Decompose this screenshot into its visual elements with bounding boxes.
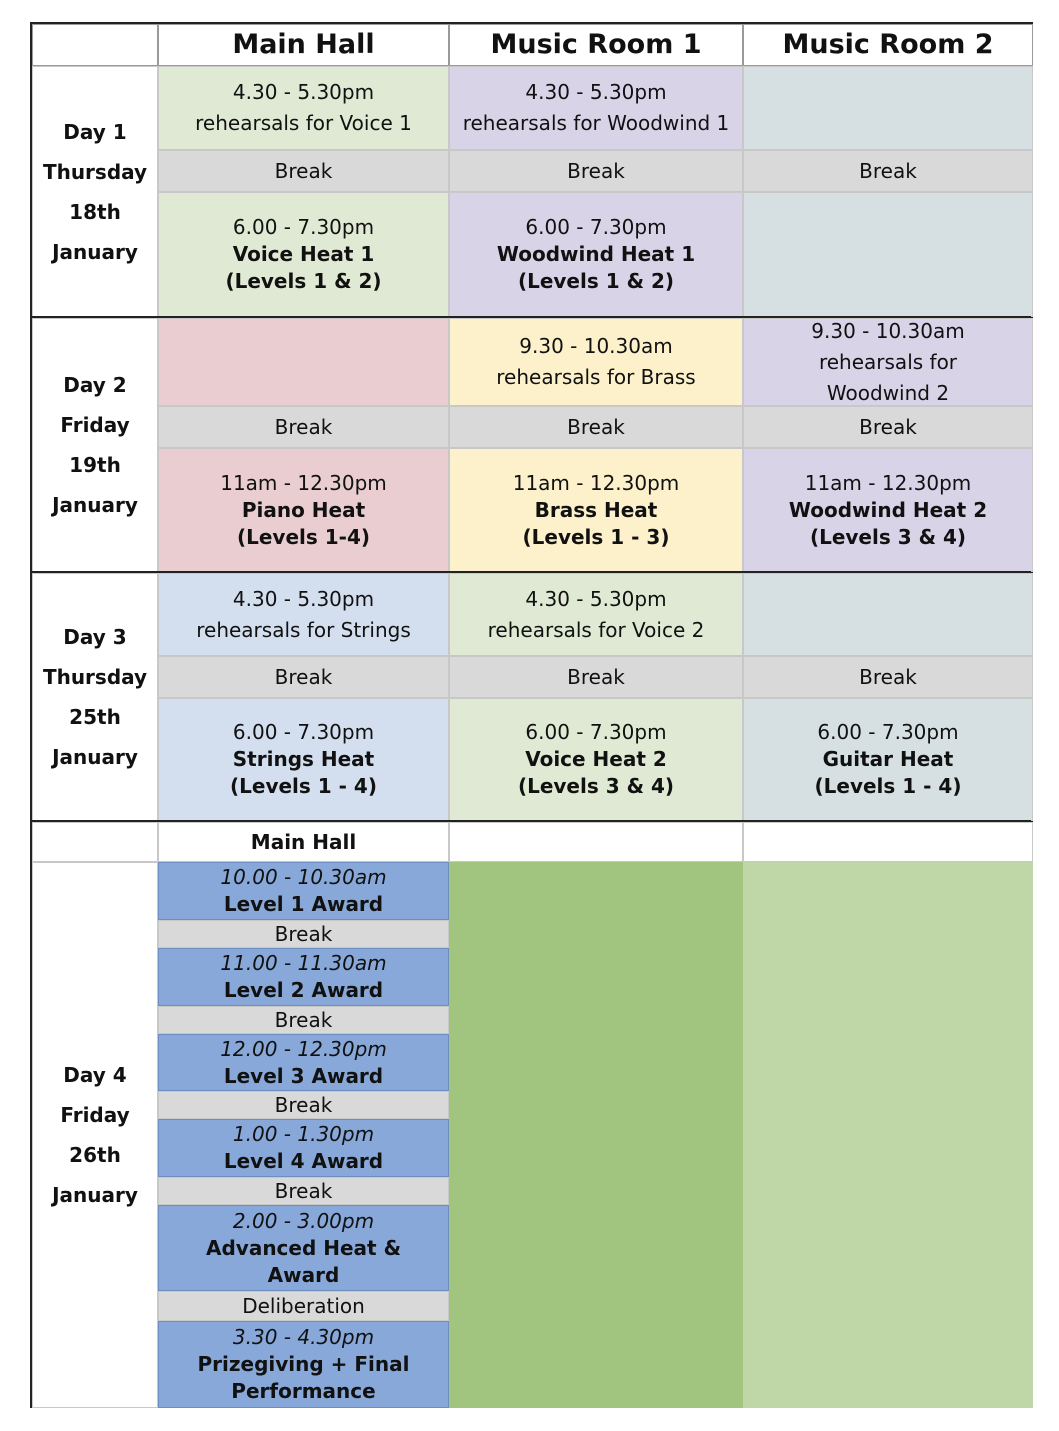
day-2-main-hall-break: Break	[158, 406, 449, 448]
day-2-music-room-1-break: Break	[449, 406, 743, 448]
day-4-break: Break	[158, 1006, 449, 1034]
day-2-music-room-2-heat: 11am - 12.30pm Woodwind Heat 2 (Levels 3 & 4)	[743, 448, 1033, 572]
day-1-main-hall-break: Break	[158, 150, 449, 192]
day-4-venue-header: Main Hall	[158, 822, 449, 862]
day-1-music-room-2-empty-heat	[743, 192, 1033, 317]
level-2-award-slot: 11.00 - 11.30am Level 2 Award	[158, 948, 449, 1006]
level-3-award-slot: 12.00 - 12.30pm Level 3 Award	[158, 1034, 449, 1091]
day-4-header-corner	[32, 822, 158, 862]
day-1-label: Day 1 Thursday 18th January	[32, 66, 158, 317]
day-2-music-room-2-rehearsal: 9.30 - 10.30am rehearsals for Woodwind 2	[743, 318, 1033, 406]
day-1-music-room-1-break: Break	[449, 150, 743, 192]
header-music-room-2: Music Room 2	[743, 24, 1033, 66]
day-3-main-hall-rehearsal: 4.30 - 5.30pm rehearsals for Strings	[158, 573, 449, 656]
schedule-table	[30, 22, 1033, 1408]
day-1-main-hall-heat: 6.00 - 7.30pm Voice Heat 1 (Levels 1 & 2)	[158, 192, 449, 317]
day-2-main-hall-empty	[158, 318, 449, 406]
day-1-music-room-2-break: Break	[743, 150, 1033, 192]
day-1-music-room-2-empty	[743, 66, 1033, 150]
deliberation-slot: Deliberation	[158, 1291, 449, 1321]
header-music-room-1: Music Room 1	[449, 24, 743, 66]
day-3-music-room-2-heat: 6.00 - 7.30pm Guitar Heat (Levels 1 - 4)	[743, 698, 1033, 821]
day-4-break: Break	[158, 920, 449, 948]
day-2-music-room-2-break: Break	[743, 406, 1033, 448]
advanced-heat-award-slot: 2.00 - 3.00pm Advanced Heat & Award	[158, 1205, 449, 1291]
day-3-main-hall-heat: 6.00 - 7.30pm Strings Heat (Levels 1 - 4)	[158, 698, 449, 821]
day-4-music-room-2-header	[743, 822, 1033, 862]
day-2-music-room-1-rehearsal: 9.30 - 10.30am rehearsals for Brass	[449, 318, 743, 406]
day-3-music-room-2-empty	[743, 573, 1033, 656]
day-3-label: Day 3 Thursday 25th January	[32, 573, 158, 821]
day-3-music-room-2-break: Break	[743, 656, 1033, 698]
header-corner	[32, 24, 158, 66]
level-4-award-slot: 1.00 - 1.30pm Level 4 Award	[158, 1119, 449, 1177]
day-4-label: Day 4 Friday 26th January	[32, 862, 158, 1408]
day-4-music-room-2-block	[743, 862, 1033, 1408]
day-4-music-room-1-header	[449, 822, 743, 862]
day-3-main-hall-break: Break	[158, 656, 449, 698]
day-4-break: Break	[158, 1091, 449, 1119]
day-3-music-room-1-heat: 6.00 - 7.30pm Voice Heat 2 (Levels 3 & 4)	[449, 698, 743, 821]
level-1-award-slot: 10.00 - 10.30am Level 1 Award	[158, 862, 449, 920]
day-1-music-room-1-heat: 6.00 - 7.30pm Woodwind Heat 1 (Levels 1 & 2)	[449, 192, 743, 317]
day-4-music-room-1-block	[449, 862, 743, 1408]
day-4-break: Break	[158, 1177, 449, 1205]
day-3-music-room-1-rehearsal: 4.30 - 5.30pm rehearsals for Voice 2	[449, 573, 743, 656]
day-2-music-room-1-heat: 11am - 12.30pm Brass Heat (Levels 1 - 3)	[449, 448, 743, 572]
day-1-main-hall-rehearsal: 4.30 - 5.30pm rehearsals for Voice 1	[158, 66, 449, 150]
day-2-label: Day 2 Friday 19th January	[32, 318, 158, 572]
day-3-music-room-1-break: Break	[449, 656, 743, 698]
prizegiving-slot: 3.30 - 4.30pm Prizegiving + Final Performance	[158, 1321, 449, 1408]
header-main-hall: Main Hall	[158, 24, 449, 66]
day-1-music-room-1-rehearsal: 4.30 - 5.30pm rehearsals for Woodwind 1	[449, 66, 743, 150]
day-2-main-hall-heat: 11am - 12.30pm Piano Heat (Levels 1-4)	[158, 448, 449, 572]
